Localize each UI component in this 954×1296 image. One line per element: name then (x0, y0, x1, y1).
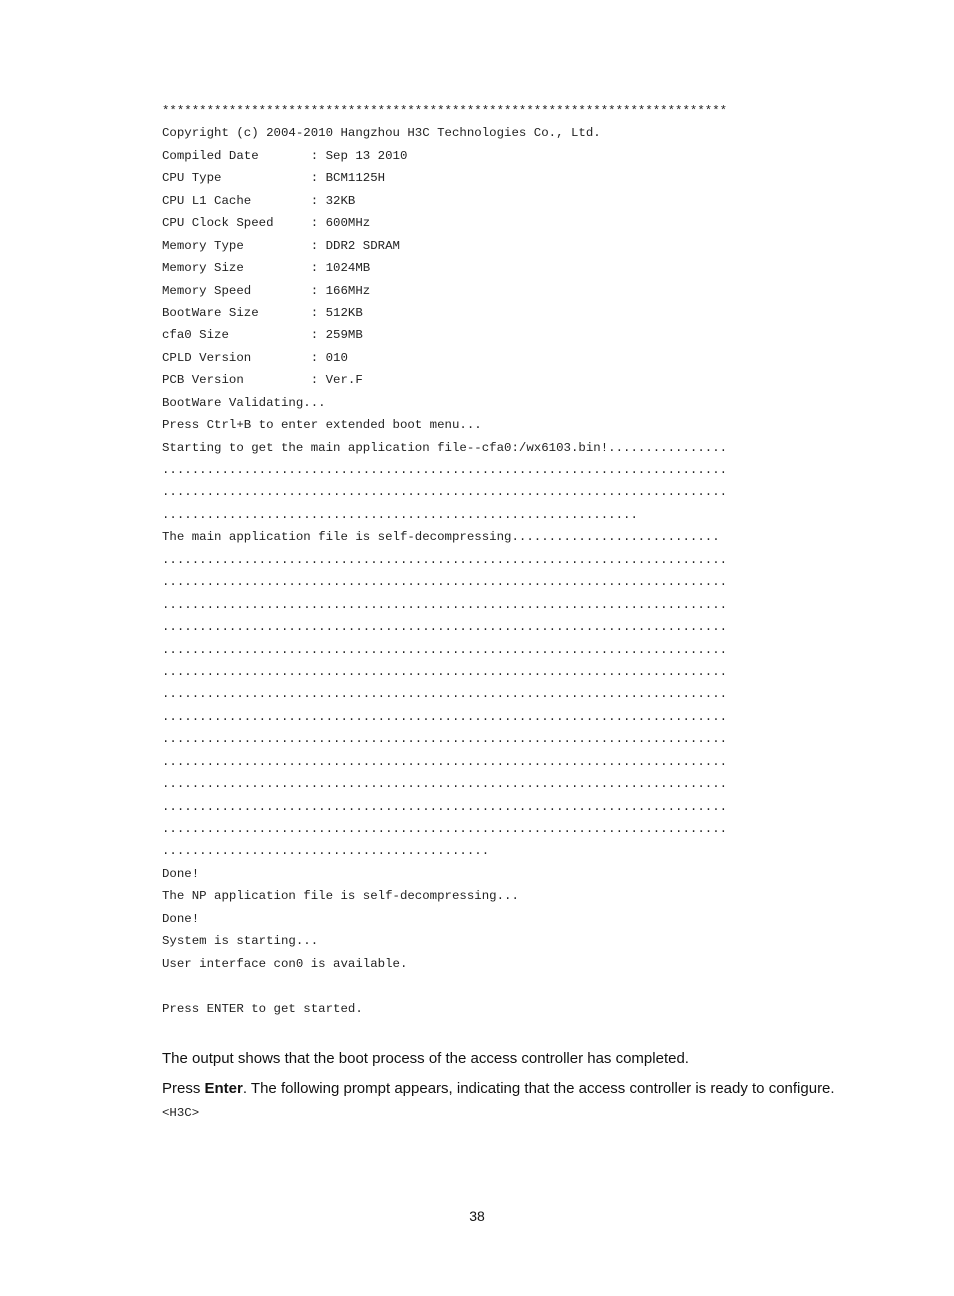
console-line: ............................................................................ (162, 620, 728, 635)
console-line: ............................................................................ (162, 597, 728, 612)
console-line: ............................................................................ (162, 709, 728, 724)
console-line: Press ENTER to get started. (162, 1001, 363, 1016)
console-line: Starting to get the main application file--cfa0:/wx6103.bin!................ (162, 440, 728, 455)
console-line: ............................................................................ (162, 575, 728, 590)
console-line: BootWare Validating... (162, 395, 326, 410)
console-line: Done! (162, 911, 200, 926)
console-line: Compiled Date : Sep 13 2010 (162, 148, 408, 163)
console-line: ............................................ (162, 844, 490, 859)
console-line: cfa0 Size : 259MB (162, 328, 363, 343)
console-line: CPU Clock Speed : 600MHz (162, 216, 371, 231)
instruction-suffix: . The following prompt appears, indicating that the access controller is ready to configure. (242, 1080, 835, 1097)
console-line: **************************************************************************** (162, 104, 728, 118)
console-line: The NP application file is self-decompressing... (162, 889, 519, 904)
console-line: Memory Speed : 166MHz (162, 283, 371, 298)
console-line: ............................................................................ (162, 642, 728, 657)
result-paragraph: The output shows that the boot process of the access controller has completed. (162, 1050, 689, 1067)
console-line: ............................................................................ (162, 552, 728, 567)
instruction-prefix: Press (162, 1080, 205, 1097)
console-line: ............................................................................ (162, 799, 728, 814)
instruction-paragraph (162, 1080, 922, 1097)
console-line (162, 975, 802, 997)
cli-prompt: <H3C> (162, 1106, 200, 1120)
enter-key-label: Enter (204, 1080, 243, 1097)
console-line: The main application file is self-decompressing............................ (162, 530, 720, 545)
console-line: System is starting... (162, 934, 319, 949)
console-line: Done! (162, 866, 200, 881)
console-line: User interface con0 is available. (162, 956, 408, 971)
console-line: ............................................................................ (162, 822, 728, 836)
console-line: ............................................................................ (162, 664, 728, 679)
console-line: Memory Type : DDR2 SDRAM (162, 238, 400, 253)
console-line: ............................................................................ (162, 754, 728, 769)
console-line: ............................................................................ (162, 687, 728, 702)
console-line: CPU Type : BCM1125H (162, 171, 386, 186)
console-line: Memory Size : 1024MB (162, 261, 371, 276)
console-line: ............................................................................ (162, 777, 728, 792)
console-output (162, 100, 802, 1020)
console-line: CPU L1 Cache : 32KB (162, 193, 356, 208)
console-line: ................................................................ (162, 507, 638, 522)
page-number: 38 (469, 1208, 485, 1224)
console-line: Copyright (c) 2004-2010 Hangzhou H3C Technologies Co., Ltd. (162, 126, 601, 141)
console-line: PCB Version : Ver.F (162, 373, 363, 388)
console-line: Press Ctrl+B to enter extended boot menu... (162, 418, 482, 433)
console-line: CPLD Version : 010 (162, 350, 348, 365)
console-line: ............................................................................ (162, 463, 728, 477)
console-line: ............................................................................ (162, 485, 728, 500)
console-line: BootWare Size : 512KB (162, 305, 363, 320)
console-line: ............................................................................ (162, 732, 728, 747)
